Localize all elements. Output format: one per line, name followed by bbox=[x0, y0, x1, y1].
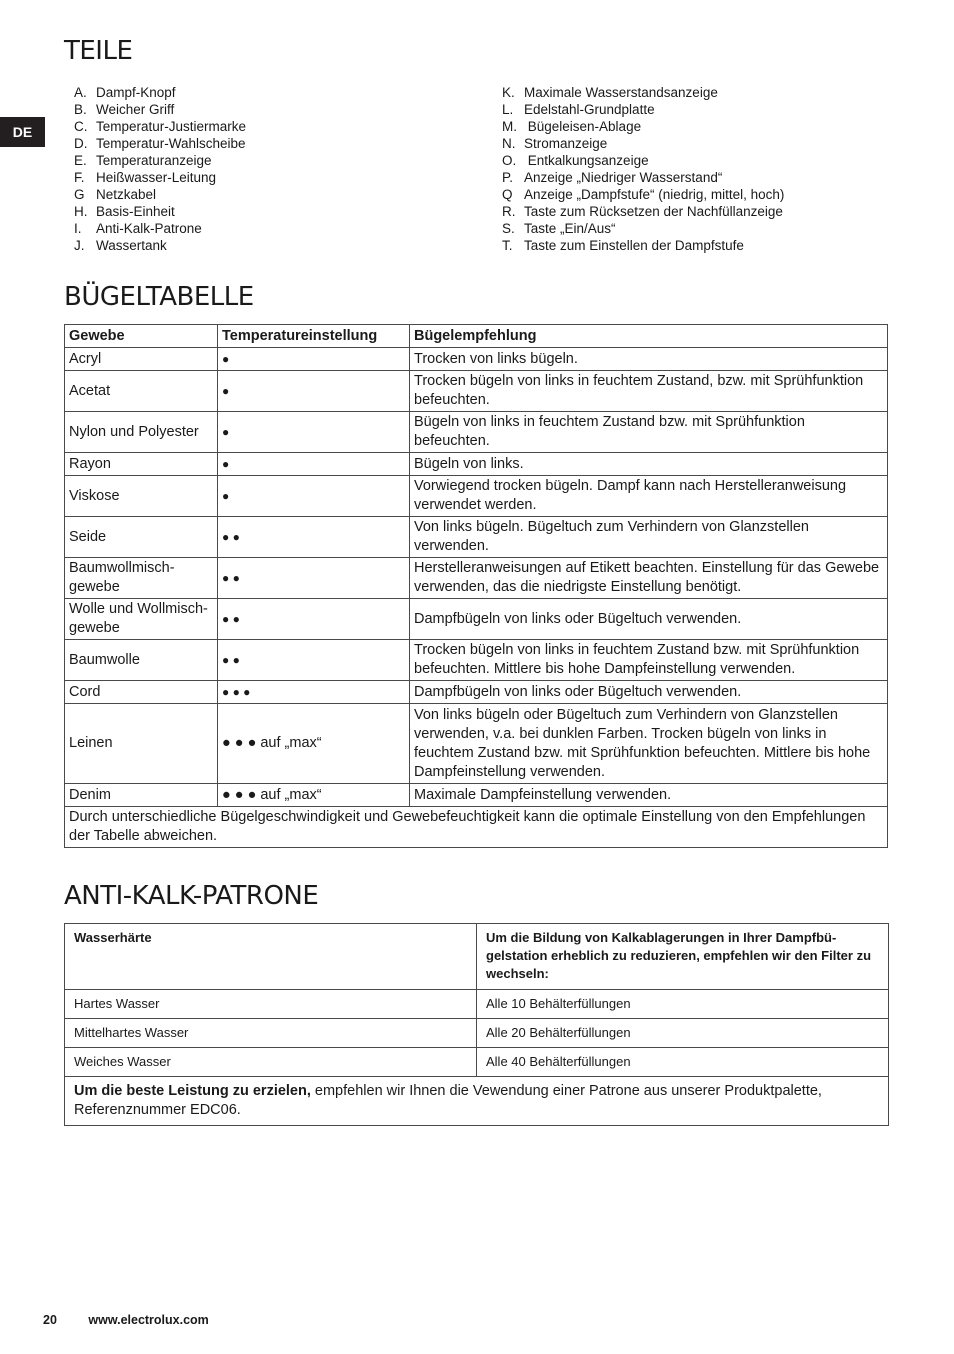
part-label: Heißwasser-Leitung bbox=[96, 170, 217, 185]
column-header-fabric: Gewebe bbox=[65, 325, 218, 348]
part-label: Dampf-Knopf bbox=[96, 85, 176, 100]
part-item bbox=[74, 101, 246, 118]
part-label: Temperatur-Wahlscheibe bbox=[96, 136, 246, 151]
part-label: Maximale Wasserstandsanzeige bbox=[524, 85, 718, 100]
section-title-anti-kalk: ANTI-KALK-PATRONE bbox=[64, 881, 319, 911]
water-hardness-cell: Hartes Wasser bbox=[65, 990, 477, 1019]
table-header-row bbox=[65, 325, 888, 348]
part-key: C. bbox=[74, 119, 88, 134]
part-key: A. bbox=[74, 85, 87, 100]
part-key: O. bbox=[502, 153, 517, 168]
fabric-cell: Acryl bbox=[65, 348, 218, 371]
part-label: Wassertank bbox=[96, 238, 167, 253]
table-row bbox=[65, 990, 889, 1019]
part-item bbox=[502, 118, 784, 135]
fabric-cell: Nylon und Polyester bbox=[65, 412, 218, 453]
table-row bbox=[65, 517, 888, 558]
fabric-cell: Leinen bbox=[65, 704, 218, 784]
part-key: T. bbox=[502, 238, 513, 253]
part-label: Anzeige „Niedriger Wasserstand“ bbox=[524, 170, 723, 185]
parts-list-left bbox=[74, 84, 246, 254]
temperature-cell: ● ● ● bbox=[218, 681, 410, 704]
table-row bbox=[65, 371, 888, 412]
part-item bbox=[74, 118, 246, 135]
fabric-cell: Cord bbox=[65, 681, 218, 704]
recommendation-cell: Trocken bügeln von links in feuchtem Zustand, bzw. mit Sprühfunktion befeuchten. bbox=[410, 371, 888, 412]
part-item bbox=[74, 203, 246, 220]
part-key: E. bbox=[74, 153, 87, 168]
recommendation-cell: Trocken von links bügeln. bbox=[410, 348, 888, 371]
part-item bbox=[74, 186, 246, 203]
part-item bbox=[74, 237, 246, 254]
part-label: Taste „Ein/Aus“ bbox=[524, 221, 616, 236]
part-key: F. bbox=[74, 170, 85, 185]
fabric-cell: Baumwolle bbox=[65, 640, 218, 681]
table-footer-note bbox=[65, 1077, 889, 1126]
temperature-cell: ● bbox=[218, 348, 410, 371]
recommendation-cell: Herstelleranweisungen auf Etikett beachten. Einstellung für das Gewebe verwenden, das die niedrigste Einstellung benötigt. bbox=[410, 558, 888, 599]
fabric-cell: Baumwollmisch-gewebe bbox=[65, 558, 218, 599]
recommendation-cell: Von links bügeln oder Bügeltuch zum Verhindern von Glanzstellen verwenden, v.a. bei dunklen Farben. Trocken bügeln von links in feuchtem Zustand bzw. mit Sprühfunktion befeuchten. Mittlere bis hohe Dampfeinstellung verwenden. bbox=[410, 704, 888, 784]
table-row bbox=[65, 412, 888, 453]
part-key: B. bbox=[74, 102, 87, 117]
part-label: Taste zum Einstellen der Dampfstufe bbox=[524, 238, 744, 253]
recommendation-cell: Bügeln von links. bbox=[410, 453, 888, 476]
temperature-cell: ● bbox=[218, 453, 410, 476]
part-key: P. bbox=[502, 170, 514, 185]
table-note: Durch unterschiedliche Bügelgeschwindigkeit und Gewebefeuchtigkeit kann die optimale Einstellung von den Empfehlungen der Tabelle abweichen. bbox=[65, 807, 888, 848]
part-key: D. bbox=[74, 136, 88, 151]
part-label: Stromanzeige bbox=[524, 136, 608, 151]
ironing-table bbox=[64, 324, 888, 848]
part-item bbox=[74, 220, 246, 237]
part-label: Anzeige „Dampfstufe“ (niedrig, mittel, hoch) bbox=[524, 187, 785, 202]
fabric-cell: Rayon bbox=[65, 453, 218, 476]
table-row bbox=[65, 348, 888, 371]
column-header-recommendation: Bügelempfehlung bbox=[410, 325, 888, 348]
table-row bbox=[65, 476, 888, 517]
part-key: M. bbox=[502, 119, 517, 134]
table-footer-row bbox=[65, 1077, 889, 1126]
table-note-row bbox=[65, 807, 888, 848]
part-key: K. bbox=[502, 85, 515, 100]
part-label: Temperatur-Justiermarke bbox=[96, 119, 247, 134]
part-item bbox=[502, 135, 784, 152]
part-item bbox=[502, 84, 784, 101]
part-key: J. bbox=[74, 238, 85, 253]
temperature-cell: ● ● bbox=[218, 599, 410, 640]
part-label: Entkalkungsanzeige bbox=[524, 153, 649, 168]
table-row bbox=[65, 599, 888, 640]
interval-cell: Alle 10 Behälterfüllungen bbox=[477, 990, 889, 1019]
part-label: Weicher Griff bbox=[96, 102, 175, 117]
fabric-cell: Seide bbox=[65, 517, 218, 558]
fabric-cell: Viskose bbox=[65, 476, 218, 517]
recommendation-cell: Maximale Dampfeinstellung verwenden. bbox=[410, 784, 888, 807]
part-label: Temperaturanzeige bbox=[96, 153, 212, 168]
column-header-water-hardness: Wasserhärte bbox=[65, 924, 477, 990]
part-item bbox=[502, 186, 784, 203]
footer-note-text: empfehlen wir Ihnen die Vewendung einer Patrone aus unserer Produktpalette, Referenznummer EDC06. bbox=[74, 1083, 822, 1118]
section-title-bugeltabelle: BÜGELTABELLE bbox=[64, 282, 254, 312]
temperature-cell: ● ● ● auf „max“ bbox=[218, 704, 410, 784]
part-item bbox=[502, 169, 784, 186]
temperature-cell: ● bbox=[218, 371, 410, 412]
part-label: Anti-Kalk-Patrone bbox=[96, 221, 202, 236]
part-key: R. bbox=[502, 204, 516, 219]
recommendation-cell: Dampfbügeln von links oder Bügeltuch verwenden. bbox=[410, 681, 888, 704]
table-header-row bbox=[65, 924, 889, 990]
part-key: G bbox=[74, 187, 85, 202]
part-item bbox=[74, 135, 246, 152]
temperature-cell: ● bbox=[218, 476, 410, 517]
part-label: Basis-Einheit bbox=[96, 204, 175, 219]
section-title-teile: TEILE bbox=[64, 36, 133, 66]
interval-cell: Alle 40 Behälterfüllungen bbox=[477, 1048, 889, 1077]
table-row bbox=[65, 640, 888, 681]
part-item bbox=[74, 169, 246, 186]
language-tab: DE bbox=[0, 117, 45, 147]
part-item bbox=[502, 101, 784, 118]
water-hardness-cell: Weiches Wasser bbox=[65, 1048, 477, 1077]
table-row bbox=[65, 704, 888, 784]
part-label: Netzkabel bbox=[96, 187, 157, 202]
part-key: L. bbox=[502, 102, 514, 117]
part-item bbox=[502, 203, 784, 220]
table-row bbox=[65, 681, 888, 704]
table-row bbox=[65, 1019, 889, 1048]
part-item bbox=[74, 152, 246, 169]
table-row bbox=[65, 1048, 889, 1077]
parts-list-right bbox=[502, 84, 784, 254]
recommendation-cell: Vorwiegend trocken bügeln. Dampf kann nach Herstelleranweisung verwendet werden. bbox=[410, 476, 888, 517]
part-item bbox=[502, 152, 784, 169]
water-hardness-cell: Mittelhartes Wasser bbox=[65, 1019, 477, 1048]
temperature-cell: ● ● ● auf „max“ bbox=[218, 784, 410, 807]
fabric-cell: Wolle und Wollmisch-gewebe bbox=[65, 599, 218, 640]
recommendation-cell: Von links bügeln. Bügeltuch zum Verhindern von Glanzstellen verwenden. bbox=[410, 517, 888, 558]
recommendation-cell: Bügeln von links in feuchtem Zustand bzw. mit Sprühfunktion befeuchten. bbox=[410, 412, 888, 453]
column-header-temperature: Temperatureinstellung bbox=[218, 325, 410, 348]
part-key: Q bbox=[502, 187, 513, 202]
part-label: Taste zum Rücksetzen der Nachfüllanzeige bbox=[524, 204, 783, 219]
recommendation-cell: Dampfbügeln von links oder Bügeltuch verwenden. bbox=[410, 599, 888, 640]
fabric-cell: Denim bbox=[65, 784, 218, 807]
footer-url: www.electrolux.com bbox=[88, 1313, 209, 1327]
page-number: 20 bbox=[43, 1313, 57, 1327]
part-key: S. bbox=[502, 221, 515, 236]
table-row bbox=[65, 558, 888, 599]
temperature-cell: ● bbox=[218, 412, 410, 453]
table-row bbox=[65, 784, 888, 807]
descaling-table bbox=[64, 923, 889, 1126]
part-item bbox=[74, 84, 246, 101]
part-key: I. bbox=[74, 221, 82, 236]
temperature-cell: ● ● bbox=[218, 558, 410, 599]
part-label: Bügeleisen-Ablage bbox=[524, 119, 642, 134]
table-row bbox=[65, 453, 888, 476]
part-key: N. bbox=[502, 136, 516, 151]
footer-note-bold: Um die beste Leistung zu erzielen, bbox=[74, 1083, 311, 1099]
recommendation-cell: Trocken bügeln von links in feuchtem Zustand bzw. mit Sprühfunktion befeuchten. Mittlere bis hohe Dampfeinstellung verwenden. bbox=[410, 640, 888, 681]
temperature-cell: ● ● bbox=[218, 517, 410, 558]
fabric-cell: Acetat bbox=[65, 371, 218, 412]
interval-cell: Alle 20 Behälterfüllungen bbox=[477, 1019, 889, 1048]
column-header-filter-change: Um die Bildung von Kalkablagerungen in Ihrer Dampfbü-gelstation erheblich zu reduzieren, empfehlen wir den Filter zu wechseln: bbox=[477, 924, 889, 990]
part-key: H. bbox=[74, 204, 88, 219]
part-label: Edelstahl-Grundplatte bbox=[524, 102, 655, 117]
part-item bbox=[502, 237, 784, 254]
temperature-cell: ● ● bbox=[218, 640, 410, 681]
page-footer bbox=[43, 1313, 209, 1327]
part-item bbox=[502, 220, 784, 237]
